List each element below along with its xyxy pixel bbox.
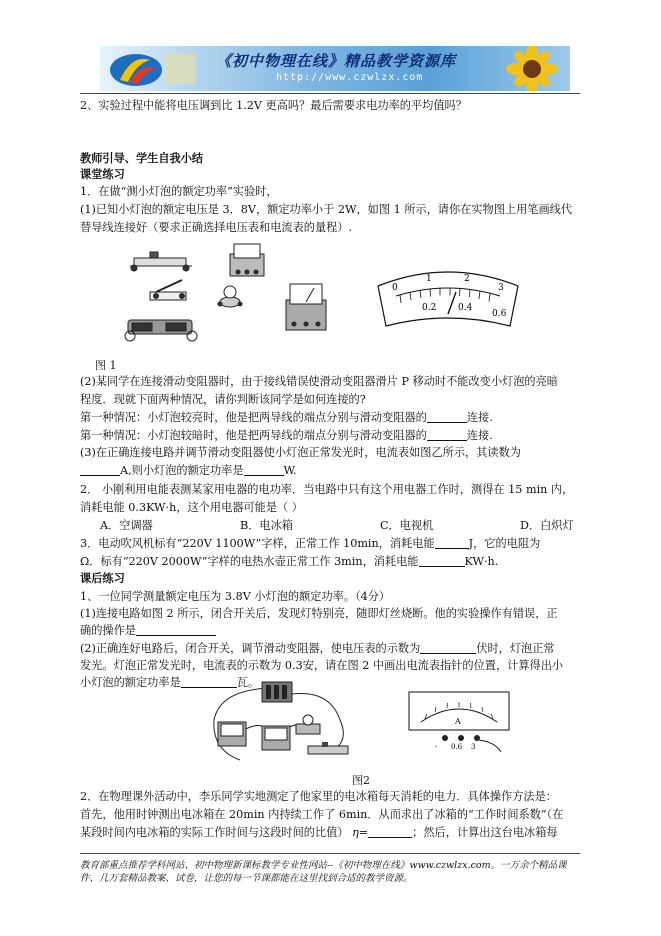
class-q3-line1: 3．电动吹风机标有“220V 1100W”字样，正常工作 10min，消耗电能 J，它的电阻为 <box>80 537 541 550</box>
ammeter-icon <box>286 284 326 330</box>
class-q1-part1-line1: (1)已知小灯泡的额定电压是 3．8V，额定功率小于 2W，如图 1 所示，请你在实物图上用笔画线代 <box>80 203 573 216</box>
header-url: http://www.czwlzx.com <box>276 72 424 83</box>
header-divider <box>80 93 580 94</box>
battery-icon <box>125 320 197 341</box>
after-q1-part1-line2: 确的操作是 <box>80 624 216 638</box>
voltmeter-icon <box>218 722 246 746</box>
answer-blank[interactable] <box>244 464 284 476</box>
answer-blank[interactable] <box>419 555 465 567</box>
after-q2-line1: 2．在物理课外活动中，李乐同学实地测定了他家里的电冰箱每天消耗的电力．具体操作方法是： <box>80 790 557 803</box>
class-q1-part2-line1: (2)某同学在连接滑动变阻器时，由于接线错误使滑动变阻器滑片 P 移动时不能改变小灯泡的亮暗 <box>80 375 558 388</box>
after-q1-part1-line1: (1)连接电路如图 2 所示，闭合开关后，发现灯特别亮，随即灯丝烧断。他的实验操作有错误，正 <box>80 607 558 620</box>
option-c[interactable]: C．电视机 <box>380 519 434 532</box>
lamp-icon <box>218 286 242 307</box>
after-q1-part2-line3: 小灯泡的额定功率是 瓦。 <box>80 676 260 689</box>
rheostat-icon <box>130 252 192 271</box>
switch-icon <box>150 280 186 300</box>
class-q1-part3-line2: A,则小灯泡的额定功率是 W. <box>80 464 297 478</box>
answer-blank[interactable] <box>435 537 469 549</box>
voltmeter-icon <box>230 244 264 276</box>
class-q1-title: 1．在做“测小灯泡的额定功率”实验时， <box>80 185 278 198</box>
section-class-heading: 课堂练习 <box>80 168 125 181</box>
answer-blank[interactable] <box>427 411 467 423</box>
after-q2-line2: 首先，他用时钟测出电冰箱在 20min 内持续工作了 6min．从而求出了冰箱的“工作时间系数”（在 <box>80 808 564 821</box>
section-after-heading: 课后练习 <box>80 572 125 585</box>
header-banner <box>100 46 570 91</box>
figure-1-apparatus <box>120 240 350 355</box>
section-guide-heading: 教师引导、学生自我小结 <box>80 152 204 165</box>
meter2-terminal-label: 3 <box>471 743 476 751</box>
option-d[interactable]: D．白炽灯 <box>520 519 574 532</box>
meter1-bottom-tick: 0.6 <box>492 309 507 319</box>
ammeter-icon <box>262 726 290 750</box>
figure-2-circuit <box>200 680 360 772</box>
meter2-terminal-label: - <box>435 743 438 751</box>
figure-1-caption: 图 1 <box>95 359 117 372</box>
meter2-terminal-label: 0.6 <box>451 743 463 751</box>
meter2-unit: A <box>455 717 461 726</box>
answer-blank[interactable] <box>80 464 120 476</box>
class-q2-line1: 2． 小刚利用电能表测某家用电器的电功率．当电路中只有这个用电器工作时，测得在 15 min 内， <box>80 483 574 496</box>
rheostat-icon <box>308 742 348 754</box>
meter1-bottom-tick: 0.2 <box>422 303 437 313</box>
battery-pack-icon <box>262 682 292 702</box>
class-q2-options <box>100 519 574 533</box>
sunflower-icon <box>492 46 570 91</box>
meter2-terminals <box>442 735 480 741</box>
class-q1-case2: 第一种情况：小灯泡较暗时，他是把两导线的端点分别与滑动变阻器的 连接. <box>80 429 493 442</box>
meter1-top-tick: 3 <box>498 283 504 293</box>
figure-1-ammeter-dial <box>370 266 525 334</box>
footer-line-2: 件、几万套精品教案、试卷，让您的每一节课都能在这里找到合适的教学资源。 <box>80 873 413 884</box>
answer-blank[interactable] <box>136 624 216 636</box>
lamp-icon <box>296 715 320 734</box>
answer-blank[interactable] <box>368 826 412 838</box>
footer-line-1: 教育部重点推荐学科网站、初中物理新课标教学专业性网站--《初中物理在线》www.czwlzx.com。一万余个精品课 <box>80 860 567 871</box>
figure-2-ammeter-dial <box>405 690 515 752</box>
option-b[interactable]: B．电冰箱 <box>240 519 293 532</box>
answer-blank[interactable] <box>420 642 476 654</box>
header-title: 《初中物理在线》精品教学资源库 <box>216 52 457 70</box>
class-q3-line2: Ω．标有“220V 2000W”字样的电热水壶正常工作 3min，消耗电能 KW·h. <box>80 555 499 568</box>
answer-blank[interactable] <box>427 429 467 441</box>
after-q1-title: 1、一位同学测量额定电压为 3.8V 小灯泡的额定功率。（4分） <box>80 590 391 603</box>
option-a[interactable]: A．空调器 <box>100 519 153 532</box>
class-q1-case1: 第一种情况：小灯泡较亮时，他是把两导线的端点分别与滑动变阻器的 连接. <box>80 411 493 424</box>
class-q2-line2: 消耗电能 0.3KW·h，这个用电器可能是（ ） <box>80 501 303 514</box>
after-q1-part2-line2: 发光。灯泡正常发光时，电流表的示数为 0.3安，请在图 2 中画出电流表指针的位置，计算得出小 <box>80 659 564 672</box>
meter1-bottom-tick: 0.4 <box>458 303 473 313</box>
meter1-top-tick: 1 <box>426 274 432 284</box>
class-q1-part2-line2: 程度．现就下面两种情况，请你判断该同学是如何连接的? <box>80 393 366 406</box>
after-q1-part2-line1: (2)正确连好电路后，闭合开关，调节滑动变阻器，使电压表的示数为 伏时，灯泡正常 <box>80 642 555 655</box>
figure-2-caption: 图2 <box>352 774 370 787</box>
meter1-top-tick: 0 <box>392 283 398 293</box>
question-top: 2、实验过程中能将电压调到比 1.2V 更高吗？最后需要求电功率的平均值吗？ <box>80 99 467 112</box>
meter1-top-tick: 2 <box>464 274 470 284</box>
logo-icon <box>106 50 202 88</box>
class-q1-part3-line1: (3)在正确连接电路并调节滑动变阻器使小灯泡正常发光时，电流表如图乙所示，其读数为 <box>80 446 521 459</box>
class-q1-part1-line2: 替导线连接好（要求正确选择电压表和电流表的量程）. <box>80 221 353 234</box>
after-q2-line3: 某段时间内电冰箱的实际工作时间与这段时间的比值） η= ；然后，计算出这台电冰箱每 <box>80 826 558 839</box>
footer-divider <box>80 853 580 854</box>
